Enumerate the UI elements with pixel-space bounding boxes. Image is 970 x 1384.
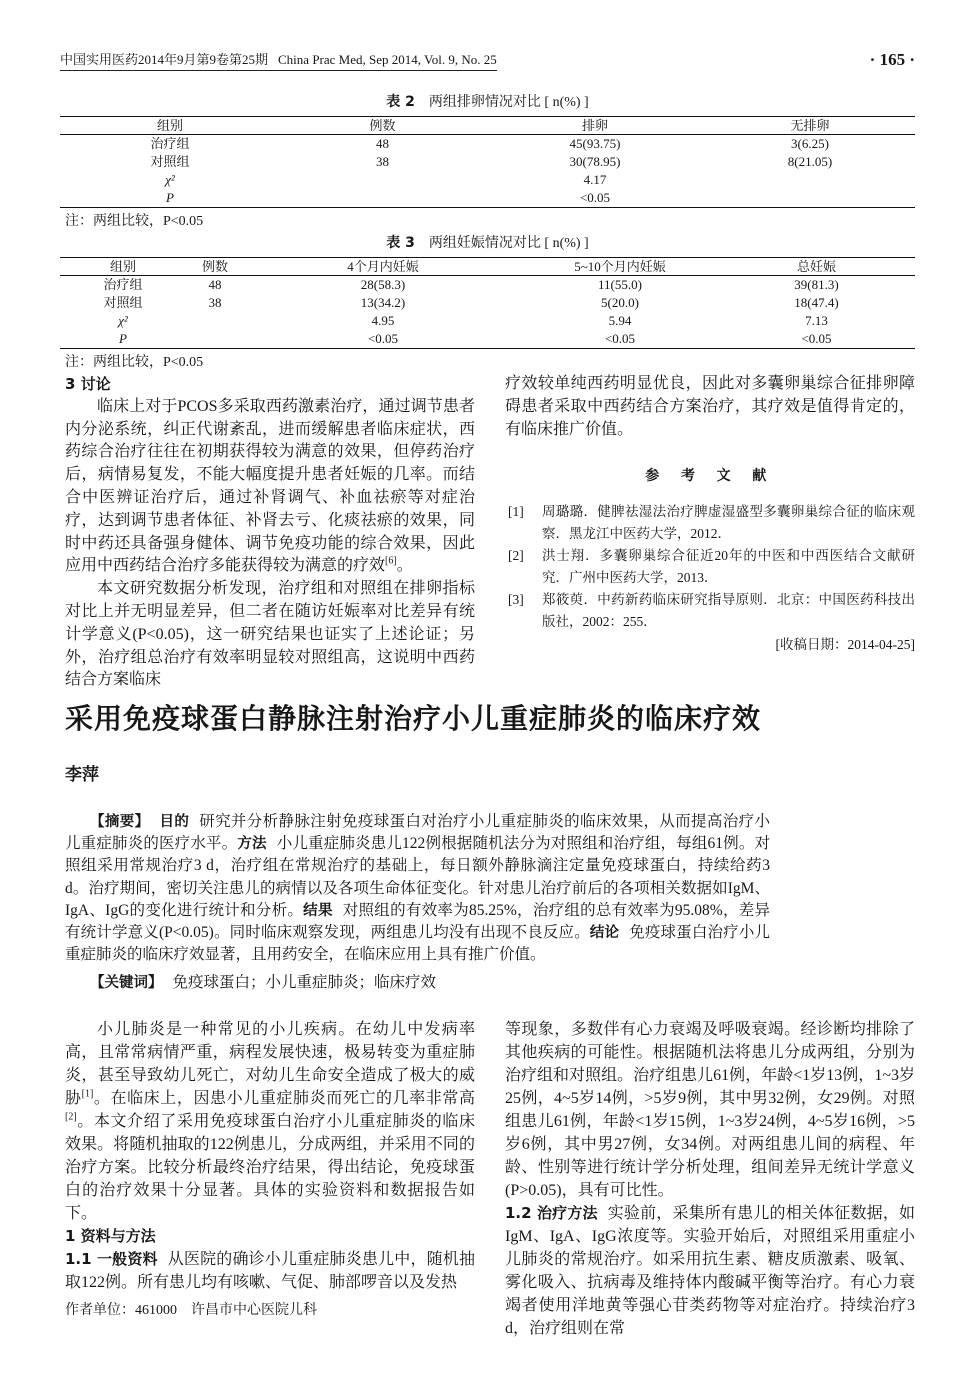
table-caption [60, 233, 915, 253]
table-header-row [60, 117, 915, 135]
citation-marker: [1] [81, 1088, 94, 1100]
references-heading: 参 考 文 献 [645, 468, 775, 485]
paragraph-text: 小儿肺炎是一种常见的小儿疾病。在幼儿中发病率高，且常常病情严重，病程发展快速，极易转变为重症肺炎，甚至导致幼儿死亡，对幼儿生命安全造成了极大的威胁 [65, 1021, 475, 1107]
table-cell [186, 312, 244, 330]
table-header-row [60, 258, 915, 276]
table-cell: <0.05 [604, 331, 636, 346]
table-row [60, 276, 915, 295]
table-3 [60, 257, 915, 349]
reference-text: 周璐璐．健脾祛湿法治疗脾虚湿盛型多囊卵巢综合征的临床观察．黑龙江中医药大学，2012． [542, 504, 915, 542]
paragraph-text: 从医院的确诊小儿重症肺炎患儿中，随机抽取122例。所有患儿均有咳嗽、气促、肺部啰音以及发热 [65, 1251, 475, 1291]
discussion-paragraph: 疗效较单纯西药明显优良，因此对多囊卵巢综合征排卵障碍患者采取中西药结合方案治疗，其疗效是值得肯定的，有临床推广价值。 [505, 375, 915, 438]
subsection-paragraph [505, 1202, 915, 1340]
page-number: · 165 · [869, 50, 915, 69]
table-cell: 5.94 [608, 313, 632, 328]
abstract-results-text: 对照组的有效率为85.25%，治疗组的总有效率为95.08%，差异有统计学意义(P<0.05)。同时临床观察发现，两组患儿均没有出现不良反应。 [65, 901, 771, 942]
table-cell: 治疗组 [150, 136, 190, 151]
table-cell: 3(6.25) [791, 136, 829, 151]
table-cell: 48 [208, 277, 222, 292]
paragraph-text: 。在临床上，因患小儿重症肺炎而死亡的几率非常高 [93, 1090, 475, 1107]
table-label: 表 3 [386, 235, 415, 251]
table-header-cell: 例数 [201, 259, 228, 274]
keywords-text: 免疫球蛋白；小儿重症肺炎；临床疗效 [172, 974, 437, 992]
intro-paragraph [65, 1018, 475, 1225]
table-cell: <0.05 [579, 190, 611, 205]
table-cell: 39(81.3) [794, 277, 839, 292]
table-cell: P [166, 190, 174, 205]
table-cell [280, 189, 485, 208]
abstract-results-label: 结果 [303, 902, 333, 919]
paragraph-text: 临床上对于PCOS多采取西药激素治疗，通过调节患者内分泌系统，纠正代谢紊乱，进而缓解患者临床症状，西药综合治疗往往在初期获得较为满意的效果，但停药治疗后，病情易复发，不能大幅度提升患者妊娠的几率。而结合中医辨证治疗后，通过补肾调气、补血祛瘀等对症治疗，达到调节患者体征、补肾去亏、化痰祛瘀的效果，同时中药还具备强身健体、调节免疫功能的综合效果，因此应用中西药结合治疗多能获得较为满意的疗效 [65, 397, 475, 575]
table-row [60, 189, 915, 208]
discussion-paragraph [65, 396, 475, 578]
journal-name-en: China Prac Med, Sep 2014, Vol. 9, No. 25 [278, 52, 497, 67]
citation-marker: [2] [65, 1111, 77, 1123]
abstract-objective-text: 研究并分析静脉注射免疫球蛋白对治疗小儿重症肺炎的临床效果，从而提高治疗小儿重症肺炎的医疗水平。 [65, 813, 770, 853]
table-cell: 30(78.95) [569, 154, 621, 169]
table-cell [705, 189, 915, 208]
reference-number: [3] [508, 592, 524, 608]
table-row [60, 171, 915, 189]
table-note: 注：两组比较，P<0.05 [65, 214, 204, 229]
subsection-label: 1.1 一般资料 [65, 1250, 158, 1268]
table-2-block [60, 92, 915, 231]
table-3-block [60, 233, 915, 372]
table-cell: 4.95 [371, 313, 395, 328]
section-heading: 3 讨论 [65, 375, 111, 393]
table-cell: χ² [118, 313, 128, 328]
table-cell [186, 330, 244, 349]
table-row [60, 294, 915, 312]
table-cell: 对照组 [103, 295, 143, 310]
discussion-paragraph: 本文研究数据分析发现，治疗组和对照组在排卵指标对比上并无明显差异，但二者在随访妊娠率对比差异有统计学意义(P<0.05)，这一研究结果也证实了上述论证；另外，治疗组总治疗有效率明显较对照组高，这说明中西药结合方案临床 [65, 580, 475, 689]
table-header-cell: 5~10个月内妊娠 [574, 259, 666, 274]
table-cell: χ² [165, 172, 175, 187]
table-cell: 治疗组 [103, 277, 143, 292]
article-author: 李萍 [65, 765, 99, 785]
table-caption [60, 92, 915, 112]
running-header [60, 49, 915, 73]
table-cell: 48 [376, 136, 389, 151]
table-header-cell: 总妊娠 [796, 259, 836, 274]
table-header-cell: 例数 [369, 118, 396, 133]
table-label: 表 2 [386, 94, 415, 110]
abstract-methods-text: 小儿重症肺炎患儿122例根据随机法分为对照组和治疗组，每组61例。对照组采用常规治疗3 d，治疗组在常规治疗的基础上，每日额外静脉滴注定量免疫球蛋白，持续给药3 d。治疗期间，密切关注患儿的病情以及各项生命体征变化。针对患儿治疗前后的各项相关数据如IgM、IgA、IgG的变化进行统计和分析。 [65, 835, 770, 919]
abstract-methods-label: 方法 [237, 836, 267, 853]
abstract [65, 811, 770, 966]
paragraph-text: 。本文介绍了采用免疫球蛋白治疗小儿重症肺炎的临床效果。将随机抽取的122例患儿，分成两组，并采用不同的治疗方案。比较分析最终治疗结果，得出结论，免疫球蛋白的治疗效果十分显著。具体的实验资料和数据报告如下。 [65, 1113, 475, 1222]
table-header-cell: 排卵 [581, 118, 608, 133]
table-cell: 38 [208, 295, 222, 310]
reference-text: 洪士翔．多囊卵巢综合征近20年的中医和中西医结合文献研究．广州中医药大学，2013． [542, 548, 915, 586]
abstract-objective-label: 目的 [159, 814, 190, 830]
citation-marker: [6] [385, 556, 397, 568]
reference-item [505, 589, 915, 633]
table-cell: P [119, 331, 127, 346]
table-title: 两组排卵情况对比 [ n(%) ] [428, 95, 589, 110]
table-2 [60, 116, 915, 208]
table-row [60, 312, 915, 330]
table-row [60, 330, 915, 349]
table-cell: 18(47.4) [794, 295, 839, 310]
body-column-left [65, 1018, 475, 1294]
article-title: 采用免疫球蛋白静脉注射治疗小儿重症肺炎的临床疗效 [65, 702, 762, 735]
reference-number: [1] [508, 504, 524, 520]
table-header-cell: 无排卵 [790, 118, 830, 133]
table-row [60, 135, 915, 154]
paragraph-text: 实验前，采集所有患儿的相关体征数据，如IgM、IgA、IgG浓度等。实验开始后，对照组采用重症小儿肺炎的常规治疗。如采用抗生素、糖皮质激素、吸氧、雾化吸入、抗病毒及维持体内酸碱平衡等治疗。有心力衰竭者使用洋地黄等强心苷类药物等对症治疗。持续治疗3 d，治疗组则在常 [505, 1205, 915, 1337]
subsection-paragraph [65, 1248, 475, 1294]
table-title: 两组妊娠情况对比 [ n(%) ] [428, 236, 589, 251]
table-cell: <0.05 [801, 331, 832, 346]
keywords-label: 【关键词】 [90, 975, 163, 992]
table-header-cell: 4个月内妊娠 [347, 259, 419, 274]
discussion-column-right [505, 373, 915, 656]
table-cell: 11(55.0) [598, 277, 642, 292]
journal-name-cn: 中国实用医药2014年9月第9卷第25期 [60, 52, 269, 67]
reference-text: 郑筱萸．中药新药临床研究指导原则．北京：中国医药科技出版社，2002：255． [542, 592, 915, 630]
table-cell [280, 171, 485, 189]
table-cell: 8(21.05) [787, 154, 833, 169]
discussion-column-left [65, 373, 475, 692]
received-date: [收稿日期：2014-04-25] [775, 637, 915, 653]
subsection-paragraph: 等现象，多数伴有心力衰竭及呼吸衰竭。经诊断均排除了其他疾病的可能性。根据随机法将患儿分成两组，分别为治疗组和对照组。治疗组患儿61例，年龄<1岁13例，1~3岁25例，4~5岁14例，>5岁9例，其中男32例，女29例。对照组患儿61例，年龄<1岁15例，1~3岁24例，4~5岁16例，>5岁6例，其中男27例，女34例。对两组患儿间的病程、年龄、性别等进行统计学分析处理，组间差异无统计学意义(P>0.05)，具有可比性。 [505, 1021, 915, 1199]
abstract-block [65, 811, 770, 995]
table-cell: 38 [376, 154, 389, 169]
subsection-label: 1.2 治疗方法 [505, 1204, 598, 1222]
abstract-conclusion-label: 结论 [589, 925, 620, 942]
table-row [60, 153, 915, 171]
table-cell: <0.05 [367, 331, 399, 346]
abstract-label: 【摘要】 [90, 814, 150, 830]
reference-item [505, 545, 915, 589]
keywords [65, 972, 770, 994]
paragraph-text: 。 [396, 557, 413, 575]
body-column-right [505, 1018, 915, 1340]
journal-citation [60, 51, 497, 71]
table-note: 注：两组比较，P<0.05 [65, 355, 204, 370]
section-heading: 1 资料与方法 [65, 1227, 156, 1245]
table-cell: 4.17 [583, 172, 607, 187]
table-cell: 7.13 [805, 313, 828, 328]
reference-item [505, 501, 915, 545]
reference-number: [2] [508, 548, 524, 564]
table-header-cell: 组别 [109, 259, 136, 274]
author-affiliation: 作者单位：461000 许昌市中心医院儿科 [65, 1303, 317, 1318]
abstract-conclusion-text: 免疫球蛋白治疗小儿重症肺炎的临床疗效显著，且用药安全，在临床应用上具有推广价值。 [65, 924, 770, 964]
table-cell: 45(93.75) [569, 136, 621, 151]
table-cell: 28(58.3) [360, 277, 406, 292]
table-cell: 对照组 [150, 154, 190, 169]
table-cell: 5(20.0) [601, 295, 639, 310]
table-header-cell: 组别 [156, 118, 183, 133]
table-cell [705, 171, 915, 189]
table-cell: 13(34.2) [360, 295, 406, 310]
